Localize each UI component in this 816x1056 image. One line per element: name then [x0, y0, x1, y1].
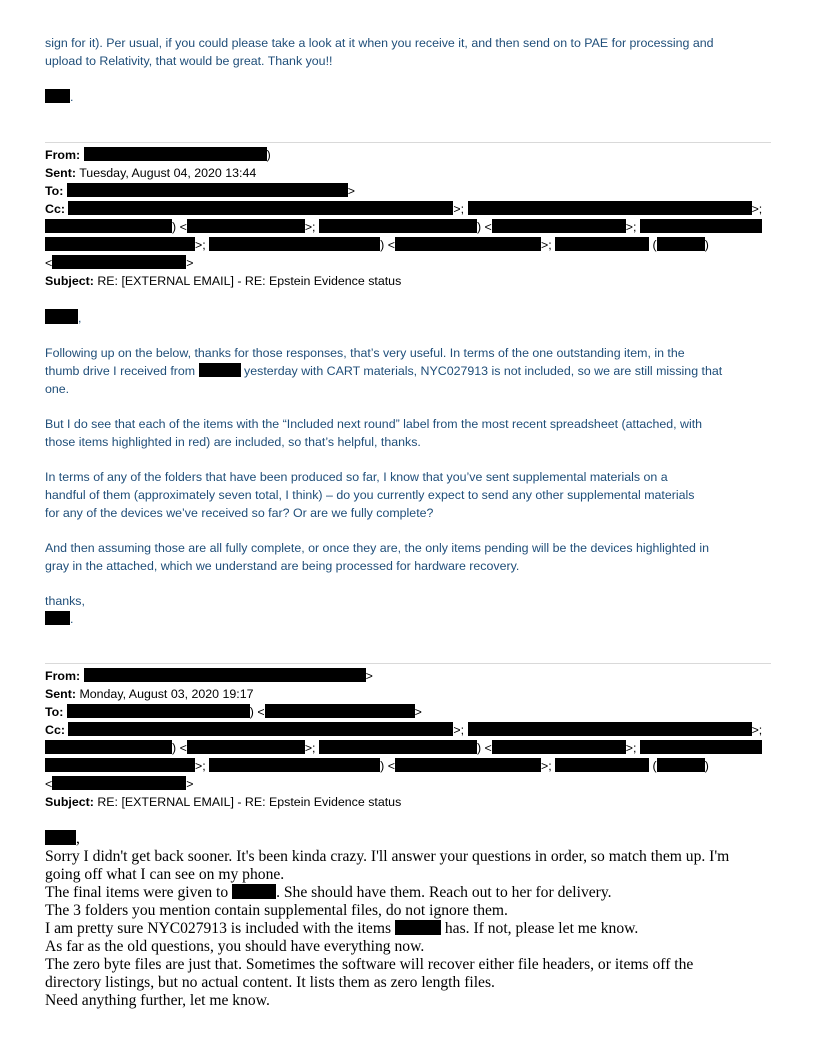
body-line: As far as the old questions, you should have everything now.	[45, 938, 425, 955]
redaction	[187, 219, 305, 233]
body-line: But I do see that each of the items with the “Included next round” label from the most recent spreadsheet (attached, with	[45, 417, 703, 431]
body-line: In terms of any of the folders that have been produced so far, I know that you’ve sent supplemental materials on a	[45, 470, 668, 484]
redaction	[492, 219, 626, 233]
subject-line: Subject: RE: [EXTERNAL EMAIL] - RE: Epstein Evidence status	[45, 795, 402, 809]
cc-line: < >	[45, 777, 194, 791]
redaction	[45, 611, 70, 625]
divider	[45, 142, 771, 143]
redaction	[640, 219, 762, 233]
redaction	[395, 237, 541, 251]
body-line: handful of them (approximately seven total, I think) – do you currently expect to send any other supplemental materials	[45, 488, 695, 502]
redaction	[67, 704, 250, 718]
cc-line: Cc: >; >;	[45, 723, 763, 737]
redaction	[468, 201, 752, 215]
closing: thanks,	[45, 594, 85, 608]
to-line: To: >	[45, 184, 356, 198]
redaction	[45, 219, 172, 233]
from-line: From: )	[45, 148, 271, 162]
redaction	[265, 704, 415, 718]
intro-line-1: sign for it). Per usual, if you could please take a look at it when you receive it, and then send on to PAE for processing and	[45, 36, 714, 50]
cc-line: < >	[45, 256, 194, 270]
redaction	[68, 722, 453, 736]
redaction	[468, 722, 752, 736]
body-line: going off what I can see on my phone.	[45, 866, 285, 883]
body-line: Need anything further, let me know.	[45, 992, 270, 1009]
intro-line-2: upload to Relativity, that would be great. Thank you!!	[45, 54, 333, 68]
divider	[45, 663, 771, 664]
redaction	[209, 237, 380, 251]
cc-line: ) < >; ) < >;	[45, 218, 771, 236]
redaction	[45, 89, 70, 103]
redaction	[657, 237, 705, 251]
body-line: for any of the devices we’ve received so far? Or are we fully complete?	[45, 506, 434, 520]
subject-line: Subject: RE: [EXTERNAL EMAIL] - RE: Epstein Evidence status	[45, 274, 402, 288]
subject-value: RE: [EXTERNAL EMAIL] - RE: Epstein Evidence status	[97, 274, 402, 288]
body-line: Following up on the below, thanks for those responses, that’s very useful. In terms of the one outstanding item, in the	[45, 346, 685, 360]
redaction	[52, 255, 186, 269]
signature: .	[45, 610, 771, 628]
redaction	[555, 237, 649, 251]
redaction	[209, 758, 380, 772]
redaction	[45, 830, 76, 845]
body-line: those items highlighted in red) are included, so that’s helpful, thanks.	[45, 435, 421, 449]
intro-signature: .	[45, 88, 771, 106]
sent-date: Monday, August 03, 2020 19:17	[79, 687, 254, 701]
redaction	[68, 201, 453, 215]
cc-line: Cc: >; >;	[45, 202, 763, 216]
redaction	[319, 740, 477, 754]
body-line: directory listings, but no actual content. It lists them as zero length files.	[45, 974, 495, 991]
redaction	[45, 309, 78, 324]
email-header-2	[45, 667, 771, 811]
body-line: The final items were given to . She should have them. Reach out to her for delivery.	[45, 884, 612, 901]
redaction	[555, 758, 649, 772]
redaction	[84, 147, 267, 161]
body-line: Sorry I didn't get back sooner. It's been kinda crazy. I'll answer your questions in order, so match them up. I'm	[45, 848, 730, 865]
sent-date: Tuesday, August 04, 2020 13:44	[79, 166, 257, 180]
body-line: I am pretty sure NYC027913 is included with the items has. If not, please let me know.	[45, 920, 639, 937]
redaction	[319, 219, 477, 233]
subject-value: RE: [EXTERNAL EMAIL] - RE: Epstein Evidence status	[97, 795, 402, 809]
redaction	[492, 740, 626, 754]
body-line: The zero byte files are just that. Sometimes the software will recover either file headers, or items off the	[45, 956, 694, 973]
sent-line: Sent: Tuesday, August 04, 2020 13:44	[45, 166, 257, 180]
redaction	[199, 363, 241, 377]
body-line: gray in the attached, which we understand are being processed for hardware recovery.	[45, 559, 520, 573]
redaction	[395, 920, 441, 935]
redaction	[657, 758, 705, 772]
redaction	[84, 668, 366, 682]
sent-line: Sent: Monday, August 03, 2020 19:17	[45, 687, 254, 701]
redaction	[52, 776, 186, 790]
greeting: ,	[45, 309, 771, 327]
redaction	[232, 884, 276, 899]
redaction	[45, 237, 195, 251]
email-thread	[45, 34, 771, 1010]
body-line: one.	[45, 382, 70, 396]
greeting: ,	[45, 830, 771, 848]
body-line: And then assuming those are all fully complete, or once they are, the only items pending will be the devices highlighted in	[45, 541, 709, 555]
redaction	[45, 758, 195, 772]
redaction	[187, 740, 305, 754]
redaction	[67, 183, 348, 197]
cc-line: >; ) < >; ( )	[45, 757, 771, 775]
cc-line: ) < >; ) < >;	[45, 739, 771, 757]
to-line: To: ) < >	[45, 705, 422, 719]
redaction	[395, 758, 541, 772]
redaction	[45, 740, 172, 754]
email-header-1	[45, 146, 771, 290]
body-line: The 3 folders you mention contain supplemental files, do not ignore them.	[45, 902, 508, 919]
body-line: thumb drive I received from yesterday with CART materials, NYC027913 is not included, so we are still missing that	[45, 364, 723, 378]
cc-line: >; ) < >; ( )	[45, 236, 771, 254]
redaction	[640, 740, 762, 754]
from-line: From: >	[45, 669, 373, 683]
